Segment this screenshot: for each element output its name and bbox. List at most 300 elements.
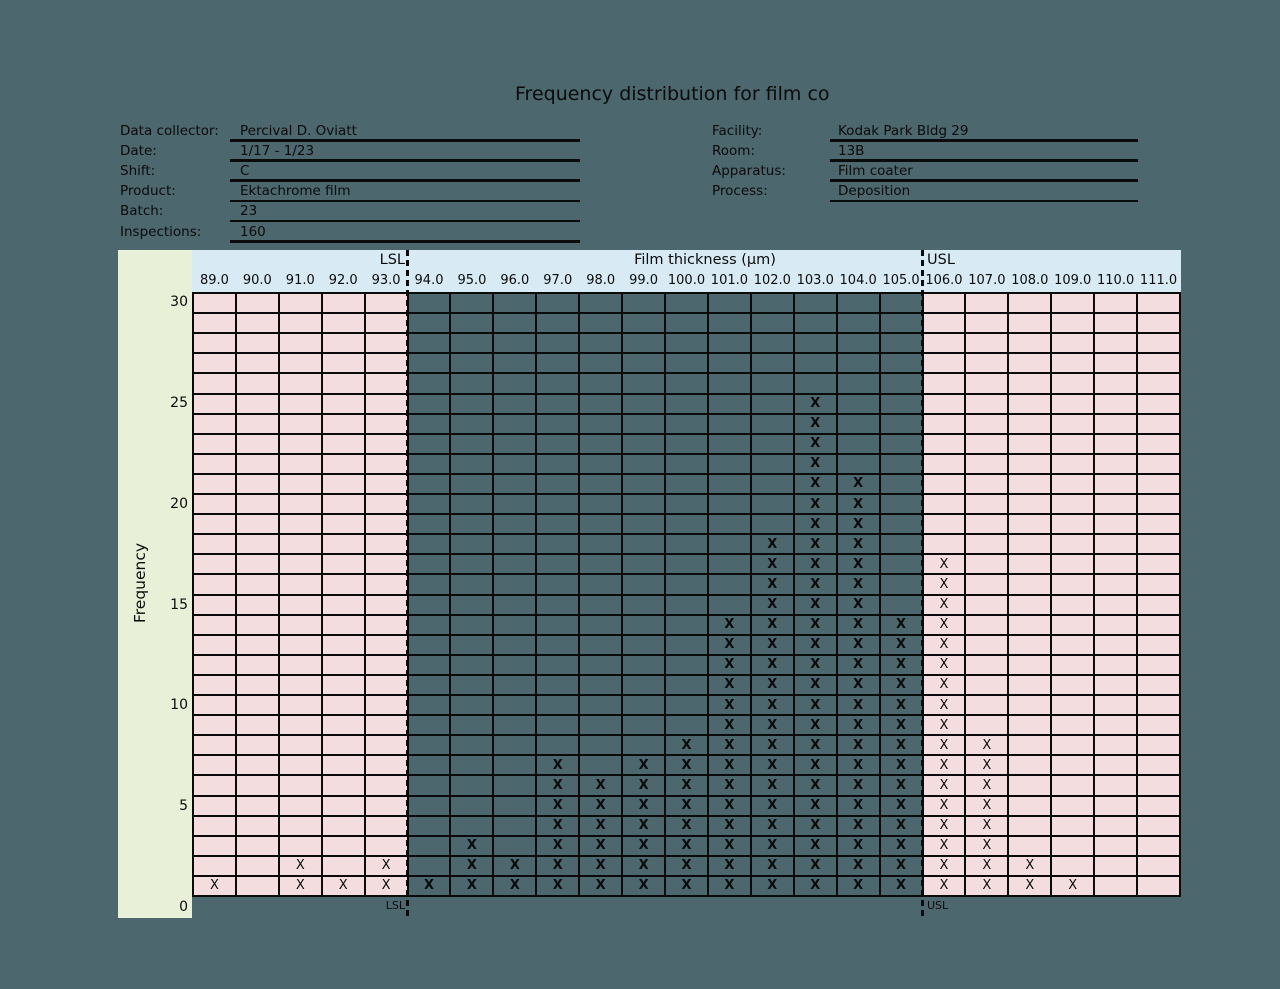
- tally-x-mark: X: [424, 878, 435, 894]
- grid-cell: [237, 415, 278, 433]
- grid-cell: [194, 575, 235, 593]
- grid-cell: [924, 596, 965, 614]
- grid-cell: [580, 797, 621, 815]
- grid-cell: [1052, 374, 1093, 392]
- grid-cell: [366, 776, 407, 794]
- grid-cell: [580, 515, 621, 533]
- grid-cell: [795, 374, 836, 392]
- x-tick-label: 97.0: [543, 273, 573, 288]
- grid-cell: [666, 455, 707, 473]
- tally-x-mark: X: [338, 878, 348, 894]
- grid-cell: [280, 696, 321, 714]
- grid-cell: [366, 475, 407, 493]
- grid-cell: [709, 877, 750, 895]
- x-tick-label: 104.0: [839, 273, 877, 288]
- grid-cell: [838, 636, 879, 654]
- grid-cell: [623, 535, 664, 553]
- tally-x-mark: X: [724, 717, 735, 733]
- grid-cell: [924, 877, 965, 895]
- grid-cell: [666, 797, 707, 815]
- grid-cell: [580, 596, 621, 614]
- grid-cell: [237, 334, 278, 352]
- grid-cell: [280, 575, 321, 593]
- grid-cell: [194, 776, 235, 794]
- grid-cell: [323, 395, 364, 413]
- grid-cell: [795, 294, 836, 312]
- grid-cell: [666, 616, 707, 634]
- grid-cell: [881, 596, 922, 614]
- tally-x-mark: X: [939, 838, 949, 854]
- grid-cell: [409, 776, 450, 794]
- grid-cell: [666, 535, 707, 553]
- grid-cell: [966, 535, 1007, 553]
- grid-cell: [366, 354, 407, 372]
- grid-cell: [709, 776, 750, 794]
- grid-cell: [537, 636, 578, 654]
- grid-cell: [838, 716, 879, 734]
- tally-x-mark: X: [810, 878, 821, 894]
- x-tick-label: 108.0: [1011, 273, 1049, 288]
- tally-x-mark: X: [853, 617, 864, 633]
- tally-x-mark: X: [810, 456, 821, 472]
- grid-cell: [1138, 455, 1179, 473]
- grid-cell: [1095, 656, 1136, 674]
- grid-cell: [280, 756, 321, 774]
- grid-cell: [924, 515, 965, 533]
- grid-cell: [237, 656, 278, 674]
- grid-cell: [580, 334, 621, 352]
- tally-x-mark: X: [939, 617, 949, 633]
- grid-cell: [1052, 596, 1093, 614]
- grid-cell: [409, 756, 450, 774]
- grid-cell: [795, 535, 836, 553]
- grid-cell: [752, 455, 793, 473]
- grid-cell: [666, 334, 707, 352]
- grid-cell: [1095, 877, 1136, 895]
- grid-cell: [752, 616, 793, 634]
- grid-cell: [966, 455, 1007, 473]
- grid-cell: [1095, 475, 1136, 493]
- tally-x-mark: X: [552, 858, 563, 874]
- grid-cell: [409, 555, 450, 573]
- form-field-value: Percival D. Oviatt: [240, 122, 357, 139]
- tally-x-mark: X: [982, 798, 992, 814]
- grid-cell: [666, 415, 707, 433]
- usl-label-top: USL: [927, 252, 955, 268]
- tally-x-mark: X: [810, 637, 821, 653]
- tally-x-mark: X: [896, 818, 907, 834]
- grid-cell: [237, 455, 278, 473]
- grid-cell: [366, 535, 407, 553]
- x-tick-label: 109.0: [1054, 273, 1092, 288]
- tally-x-mark: X: [767, 757, 778, 773]
- grid-cell: [752, 555, 793, 573]
- tally-x-mark: X: [681, 858, 692, 874]
- grid-cell: [966, 656, 1007, 674]
- grid-cell: [881, 555, 922, 573]
- grid-cell: [623, 354, 664, 372]
- grid-cell: [409, 736, 450, 754]
- grid-cell: [838, 395, 879, 413]
- tally-x-mark: X: [810, 617, 821, 633]
- grid-cell: [966, 515, 1007, 533]
- grid-cell: [323, 475, 364, 493]
- grid-cell: [580, 415, 621, 433]
- tally-x-mark: X: [681, 757, 692, 773]
- grid-cell: [623, 817, 664, 835]
- grid-cell: [966, 596, 1007, 614]
- grid-cell: [1138, 857, 1179, 875]
- grid-cell: [366, 817, 407, 835]
- x-tick-label: 110.0: [1097, 273, 1135, 288]
- tally-x-mark: X: [638, 777, 649, 793]
- grid-cell: [666, 696, 707, 714]
- grid-cell: [1009, 294, 1050, 312]
- grid-cell: [451, 415, 492, 433]
- grid-cell: [623, 294, 664, 312]
- grid-cell: [1052, 575, 1093, 593]
- grid-cell: [451, 575, 492, 593]
- grid-cell: [752, 696, 793, 714]
- grid-cell: [323, 837, 364, 855]
- grid-cell: [323, 535, 364, 553]
- grid-cell: [366, 797, 407, 815]
- grid-cell: [709, 575, 750, 593]
- grid-cell: [323, 716, 364, 734]
- y-axis-title: Frequency: [131, 542, 149, 624]
- grid-cell: [237, 575, 278, 593]
- y-axis-band: [118, 250, 192, 918]
- grid-cell: [1009, 354, 1050, 372]
- grid-cell: [1052, 817, 1093, 835]
- grid-cell: [924, 636, 965, 654]
- grid-cell: [924, 415, 965, 433]
- grid-cell: [623, 676, 664, 694]
- grid-cell: [366, 314, 407, 332]
- grid-cell: [795, 857, 836, 875]
- lsl-label-bottom: LSL: [385, 899, 405, 912]
- grid-cell: [280, 495, 321, 513]
- grid-cell: [1138, 696, 1179, 714]
- grid-cell: [924, 837, 965, 855]
- grid-cell: [881, 736, 922, 754]
- grid-cell: [451, 314, 492, 332]
- tally-x-mark: X: [853, 597, 864, 613]
- y-tick-label: 5: [179, 798, 188, 815]
- grid-cell: [623, 636, 664, 654]
- grid-cell: [409, 596, 450, 614]
- tally-grid: [192, 292, 1181, 897]
- grid-cell: [795, 415, 836, 433]
- tally-x-mark: X: [982, 737, 992, 753]
- grid-cell: [795, 656, 836, 674]
- form-field-value: C: [240, 162, 250, 179]
- grid-cell: [1052, 857, 1093, 875]
- grid-cell: [494, 656, 535, 674]
- grid-cell: [795, 837, 836, 855]
- grid-cell: [924, 294, 965, 312]
- grid-cell: [494, 415, 535, 433]
- grid-cell: [366, 756, 407, 774]
- grid-cell: [537, 475, 578, 493]
- tally-x-mark: X: [810, 838, 821, 854]
- tally-x-mark: X: [767, 617, 778, 633]
- grid-cell: [366, 334, 407, 352]
- grid-cell: [409, 797, 450, 815]
- grid-cell: [451, 736, 492, 754]
- grid-cell: [280, 395, 321, 413]
- x-tick-label: 96.0: [500, 273, 530, 288]
- grid-cell: [1052, 696, 1093, 714]
- grid-cell: [537, 596, 578, 614]
- tally-x-mark: X: [853, 878, 864, 894]
- grid-cell: [537, 495, 578, 513]
- form-field-label: Product:: [120, 183, 176, 200]
- grid-cell: [1009, 374, 1050, 392]
- grid-cell: [409, 374, 450, 392]
- grid-cell: [537, 696, 578, 714]
- grid-cell: [194, 676, 235, 694]
- grid-cell: [752, 736, 793, 754]
- grid-cell: [924, 455, 965, 473]
- grid-cell: [1095, 797, 1136, 815]
- tally-x-mark: X: [724, 878, 735, 894]
- tally-x-mark: X: [810, 516, 821, 532]
- tally-x-mark: X: [939, 777, 949, 793]
- grid-cell: [451, 837, 492, 855]
- grid-cell: [1009, 857, 1050, 875]
- grid-cell: [623, 334, 664, 352]
- grid-cell: [752, 596, 793, 614]
- grid-cell: [194, 395, 235, 413]
- grid-cell: [1009, 837, 1050, 855]
- grid-cell: [752, 716, 793, 734]
- x-tick-label: 102.0: [753, 273, 791, 288]
- grid-cell: [237, 676, 278, 694]
- grid-cell: [323, 515, 364, 533]
- grid-cell: [752, 475, 793, 493]
- grid-cell: [1095, 435, 1136, 453]
- grid-cell: [881, 817, 922, 835]
- grid-cell: [409, 354, 450, 372]
- grid-cell: [366, 515, 407, 533]
- grid-cell: [881, 575, 922, 593]
- tally-x-mark: X: [896, 777, 907, 793]
- tally-x-mark: X: [939, 657, 949, 673]
- grid-cell: [881, 616, 922, 634]
- grid-cell: [1138, 354, 1179, 372]
- tally-x-mark: X: [939, 697, 949, 713]
- tally-x-mark: X: [552, 838, 563, 854]
- grid-cell: [966, 636, 1007, 654]
- grid-cell: [709, 334, 750, 352]
- grid-cell: [1138, 797, 1179, 815]
- grid-cell: [1095, 555, 1136, 573]
- grid-cell: [580, 636, 621, 654]
- grid-cell: [580, 857, 621, 875]
- grid-cell: [1138, 294, 1179, 312]
- grid-cell: [838, 535, 879, 553]
- tally-x-mark: X: [1025, 858, 1035, 874]
- grid-cell: [1095, 515, 1136, 533]
- tally-x-mark: X: [724, 818, 735, 834]
- grid-cell: [1009, 495, 1050, 513]
- grid-cell: [1095, 817, 1136, 835]
- grid-cell: [881, 515, 922, 533]
- grid-cell: [580, 776, 621, 794]
- grid-cell: [494, 736, 535, 754]
- grid-cell: [881, 877, 922, 895]
- tally-x-mark: X: [724, 697, 735, 713]
- grid-cell: [795, 736, 836, 754]
- grid-cell: [1138, 555, 1179, 573]
- tally-x-mark: X: [724, 657, 735, 673]
- grid-cell: [752, 535, 793, 553]
- grid-cell: [1052, 515, 1093, 533]
- grid-cell: [280, 616, 321, 634]
- tally-x-mark: X: [509, 878, 520, 894]
- tally-x-mark: X: [509, 858, 520, 874]
- tally-x-mark: X: [810, 717, 821, 733]
- grid-cell: [194, 636, 235, 654]
- grid-cell: [666, 776, 707, 794]
- grid-cell: [451, 475, 492, 493]
- x-tick-label: 94.0: [414, 273, 444, 288]
- grid-cell: [323, 374, 364, 392]
- grid-cell: [709, 756, 750, 774]
- grid-cell: [451, 636, 492, 654]
- grid-cell: [881, 294, 922, 312]
- grid-cell: [838, 696, 879, 714]
- grid-cell: [494, 515, 535, 533]
- grid-cell: [1052, 797, 1093, 815]
- tally-x-mark: X: [896, 717, 907, 733]
- grid-cell: [966, 696, 1007, 714]
- grid-cell: [194, 696, 235, 714]
- grid-cell: [709, 535, 750, 553]
- x-tick-label: 100.0: [667, 273, 706, 288]
- grid-cell: [795, 616, 836, 634]
- grid-cell: [838, 776, 879, 794]
- grid-cell: [795, 776, 836, 794]
- grid-cell: [451, 877, 492, 895]
- tally-x-mark: X: [810, 396, 821, 412]
- grid-cell: [409, 395, 450, 413]
- grid-cell: [451, 797, 492, 815]
- grid-cell: [795, 495, 836, 513]
- grid-cell: [881, 837, 922, 855]
- tally-x-mark: X: [724, 838, 735, 854]
- grid-cell: [323, 797, 364, 815]
- grid-cell: [709, 374, 750, 392]
- form-field-label: Inspections:: [120, 223, 202, 240]
- grid-cell: [580, 294, 621, 312]
- grid-cell: [752, 857, 793, 875]
- grid-cell: [881, 776, 922, 794]
- grid-cell: [623, 716, 664, 734]
- grid-cell: [752, 656, 793, 674]
- grid-cell: [752, 776, 793, 794]
- grid-cell: [494, 616, 535, 634]
- grid-cell: [494, 435, 535, 453]
- grid-cell: [1138, 395, 1179, 413]
- grid-cell: [580, 696, 621, 714]
- grid-cell: [237, 435, 278, 453]
- grid-cell: [623, 515, 664, 533]
- grid-cell: [752, 636, 793, 654]
- tally-x-mark: X: [681, 878, 692, 894]
- grid-cell: [838, 837, 879, 855]
- grid-cell: [838, 515, 879, 533]
- grid-cell: [237, 817, 278, 835]
- grid-cell: [280, 877, 321, 895]
- grid-cell: [795, 575, 836, 593]
- grid-cell: [1052, 314, 1093, 332]
- tally-x-mark: X: [724, 737, 735, 753]
- grid-cell: [409, 475, 450, 493]
- grid-cell: [237, 495, 278, 513]
- grid-cell: [537, 354, 578, 372]
- grid-cell: [237, 756, 278, 774]
- grid-cell: [237, 555, 278, 573]
- grid-cell: [451, 696, 492, 714]
- grid-cell: [409, 515, 450, 533]
- tally-x-mark: X: [939, 798, 949, 814]
- grid-cell: [709, 495, 750, 513]
- tally-x-mark: X: [810, 737, 821, 753]
- form-field-underline: [230, 200, 580, 203]
- tally-x-mark: X: [767, 576, 778, 592]
- grid-cell: [537, 555, 578, 573]
- grid-cell: [838, 817, 879, 835]
- grid-cell: [451, 535, 492, 553]
- grid-cell: [623, 395, 664, 413]
- tally-x-mark: X: [1025, 878, 1035, 894]
- grid-cell: [1138, 877, 1179, 895]
- grid-cell: [966, 776, 1007, 794]
- grid-cell: [1052, 756, 1093, 774]
- grid-cell: [494, 495, 535, 513]
- form-field-value: 13B: [838, 142, 865, 159]
- grid-cell: [709, 857, 750, 875]
- grid-cell: [194, 756, 235, 774]
- grid-cell: [838, 415, 879, 433]
- tally-x-mark: X: [810, 436, 821, 452]
- grid-cell: [1009, 435, 1050, 453]
- grid-cell: [966, 616, 1007, 634]
- x-tick-label: 95.0: [457, 273, 487, 288]
- grid-cell: [1095, 415, 1136, 433]
- grid-cell: [966, 374, 1007, 392]
- grid-cell: [237, 596, 278, 614]
- tally-x-mark: X: [982, 757, 992, 773]
- grid-cell: [623, 857, 664, 875]
- grid-cell: [1009, 756, 1050, 774]
- grid-cell: [237, 776, 278, 794]
- tally-x-mark: X: [853, 777, 864, 793]
- grid-cell: [1052, 616, 1093, 634]
- grid-cell: [838, 294, 879, 312]
- tally-x-mark: X: [810, 818, 821, 834]
- tally-x-mark: X: [810, 416, 821, 432]
- grid-cell: [966, 495, 1007, 513]
- tally-x-mark: X: [767, 556, 778, 572]
- grid-cell: [966, 676, 1007, 694]
- grid-cell: [323, 756, 364, 774]
- grid-cell: [409, 656, 450, 674]
- grid-cell: [451, 555, 492, 573]
- grid-cell: [580, 817, 621, 835]
